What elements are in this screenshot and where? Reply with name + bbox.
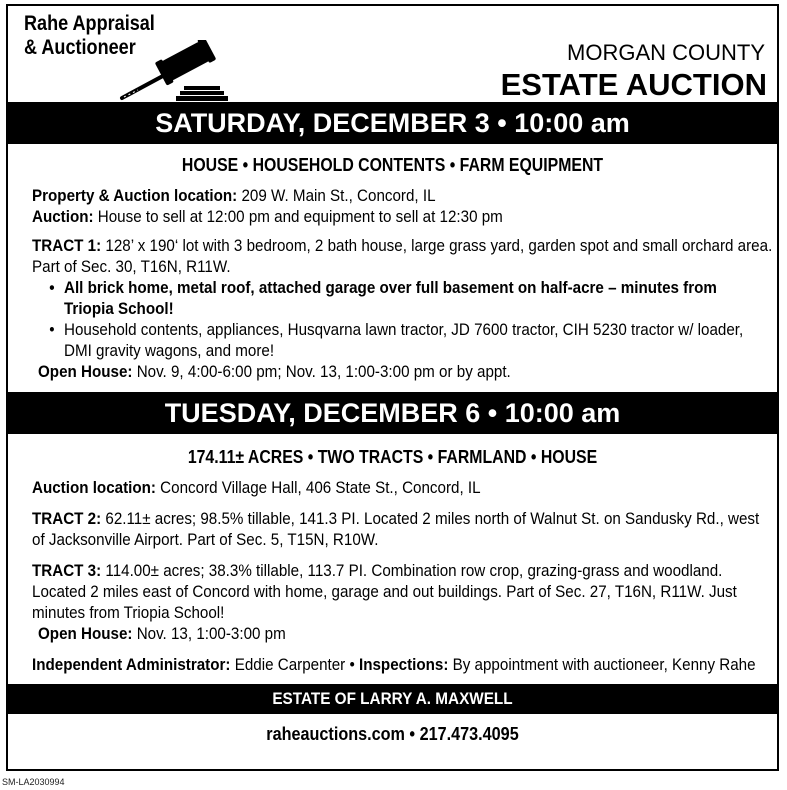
tract2-value: 62.11± acres; 98.5% tillable, 141.3 PI. Located 2 miles north of Walnut St. on Sandusky Rd., west of Jacksonville Airport. Part of Sec. 5, T15N, R10W.: [32, 510, 760, 549]
county-name: MORGAN COUNTY: [567, 40, 765, 65]
ad-header: [8, 6, 777, 102]
tract1-label: TRACT 1:: [32, 237, 102, 255]
inspections-value: By appointment with auctioneer, Kenny Rahe: [448, 656, 756, 674]
auction-ad: [6, 4, 779, 771]
administrator-label: Independent Administrator:: [32, 656, 231, 674]
tract1-description: [32, 236, 773, 278]
company-line-2: & Auctioneer: [24, 36, 136, 59]
sale1-auction-time: [32, 207, 773, 228]
tract2-description: [32, 509, 773, 551]
tract2-label: TRACT 2:: [32, 510, 102, 528]
sale1-location: [32, 186, 773, 207]
tract1-highlights: [8, 278, 777, 362]
sale1-auction-value: House to sell at 12:00 pm and equipment to sell at 12:30 pm: [93, 208, 503, 226]
ad-code: SM-LA2030994: [2, 777, 65, 787]
tract1-value: 128’ x 190‘ lot with 3 bedroom, 2 bath house, large grass yard, garden spot and small orchard area. Part of Sec. 30, T16N, R11W.: [32, 237, 773, 276]
tract3-value: 114.00± acres; 38.3% tillable, 113.7 PI. Combination row crop, grazing-grass and woodland. Located 2 miles east of Concord with home, garage and out buildings. Part of Sec. 27, T16N, R11W. Just minutes from Triopia School!: [32, 562, 737, 622]
tract3-description: [32, 561, 773, 624]
sale2-location: [32, 478, 773, 499]
estate-bar: [8, 684, 777, 714]
sale1-open-house-label: Open House:: [38, 363, 133, 381]
sale1-open-house: [38, 362, 779, 383]
administrator-value: Eddie Carpenter •: [230, 656, 359, 674]
sale2-open-house: [38, 624, 779, 645]
sale2-date-bar: TUESDAY, DECEMBER 6 • 10:00 am: [8, 392, 777, 434]
sale2-location-label: Auction location:: [32, 479, 156, 497]
sale2-subheading: 174.11± ACRES • TWO TRACTS • FARMLAND • HOUSE: [187, 447, 598, 467]
sale1-open-house-value: Nov. 9, 4:00-6:00 pm; Nov. 13, 1:00-3:00 pm or by appt.: [132, 363, 511, 381]
contact-line: raheauctions.com • 217.473.4095: [266, 724, 519, 744]
inspections-label: Inspections:: [358, 656, 449, 674]
tract1-bullet-1: • All brick home, metal roof, attached garage over full basement on half-acre – minutes from Triopia School!: [64, 278, 765, 320]
gavel-icon: [118, 40, 228, 102]
sale1-auction-label: Auction:: [32, 208, 94, 226]
estate-name: ESTATE OF LARRY A. MAXWELL: [272, 689, 513, 708]
sale1-date-bar: SATURDAY, DECEMBER 3 • 10:00 am: [8, 102, 777, 144]
tract1-bullet-2: • Household contents, appliances, Husqvarna lawn tractor, JD 7600 tractor, CIH 5230 tractor w/ loader, DMI gravity wagons, and more!: [64, 320, 765, 362]
company-line-1: Rahe Appraisal: [24, 12, 155, 35]
tract3-label: TRACT 3:: [32, 562, 102, 580]
sale2-open-house-label: Open House:: [38, 625, 133, 643]
sale2-open-house-value: Nov. 13, 1:00-3:00 pm: [132, 625, 286, 643]
sale1-location-value: 209 W. Main St., Concord, IL: [237, 187, 436, 205]
administrator-line: [32, 655, 773, 676]
sale2-location-value: Concord Village Hall, 406 State St., Concord, IL: [155, 479, 481, 497]
sale1-location-label: Property & Auction location:: [32, 187, 238, 205]
sale1-subheading: HOUSE • HOUSEHOLD CONTENTS • FARM EQUIPMENT: [181, 155, 604, 175]
ad-title: ESTATE AUCTION: [500, 67, 767, 102]
